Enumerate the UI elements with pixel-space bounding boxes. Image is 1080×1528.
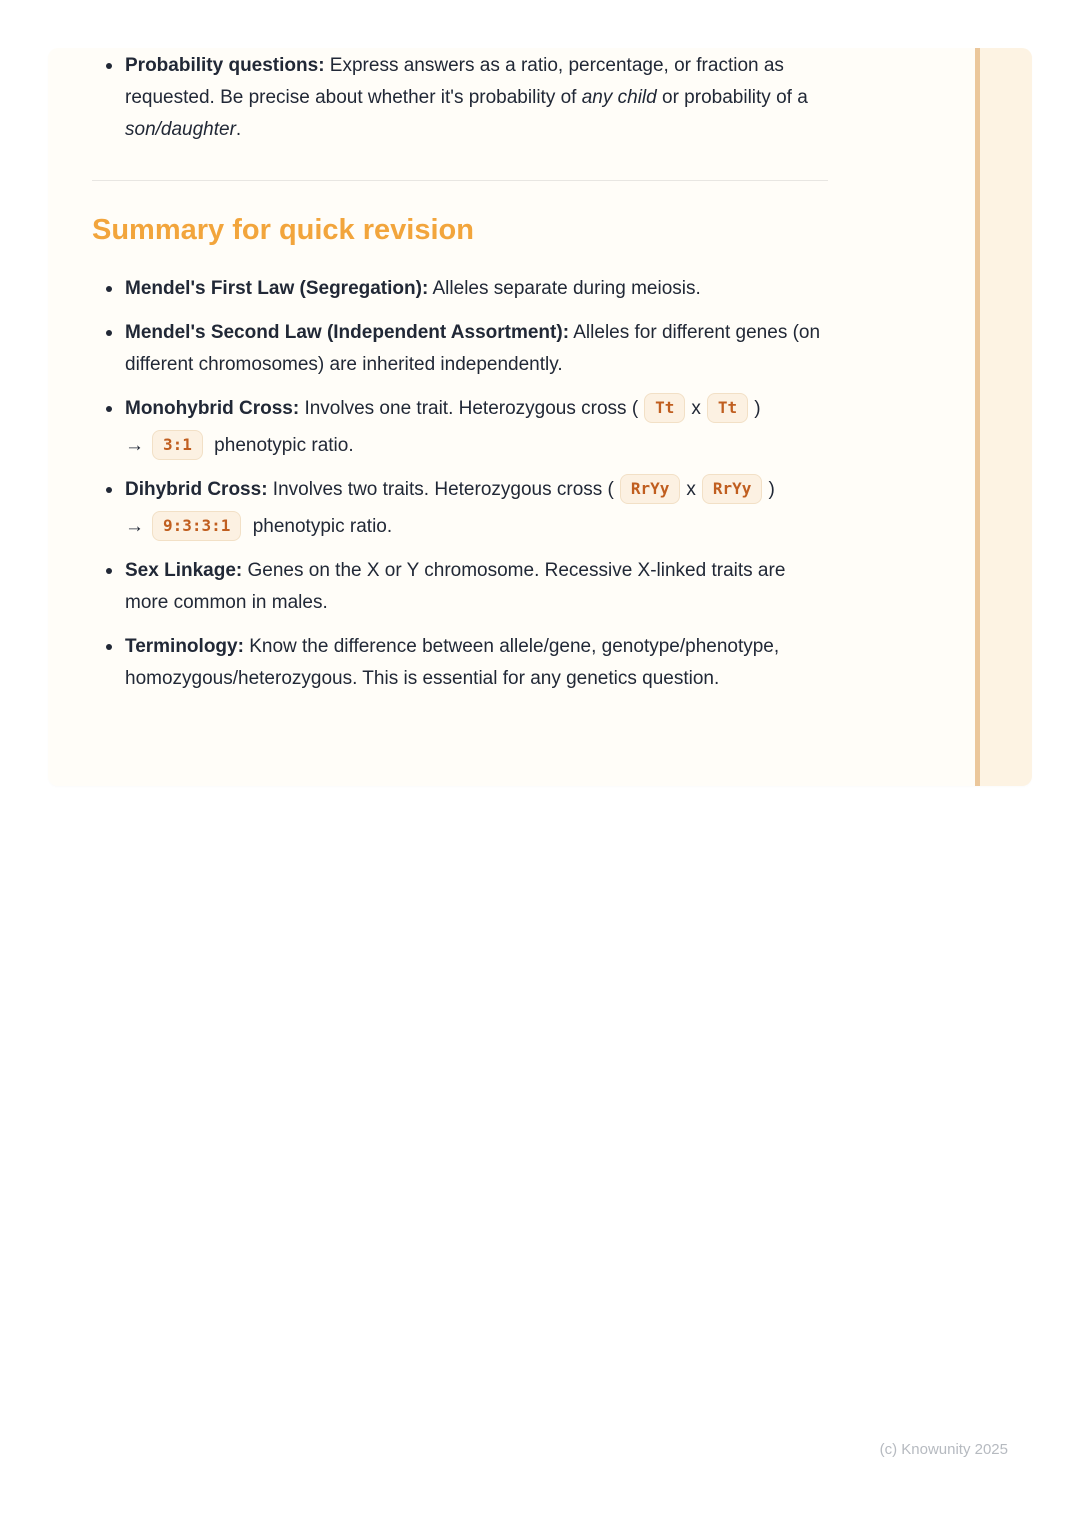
list-item-probability <box>92 50 828 146</box>
item-text: Involves one trait. Heterozygous cross ( <box>299 398 639 419</box>
item-text: Know the difference between allele/gene, genotype/phenotype, homozygous/heterozygous. This is essential for any genetics question. <box>125 636 780 689</box>
note-content <box>92 50 828 707</box>
item-text: Alleles for different genes (on different chromosomes) are inherited independently. <box>125 322 821 375</box>
highlight-side-strip <box>975 48 1032 786</box>
note-card <box>48 48 1032 786</box>
item-text: phenotypic ratio. <box>247 516 393 537</box>
item-label: Mendel's First Law (Segregation): <box>125 278 429 299</box>
item-label: Sex Linkage: <box>125 560 243 581</box>
list-item-dihybrid-cross <box>92 474 828 543</box>
item-text: ) <box>754 398 761 419</box>
list-item-mendel-second-law <box>92 317 828 381</box>
item-text: Genes on the X or Y chromosome. Recessive X-linked traits are more common in males. <box>125 560 786 613</box>
genotype-chip: RrYy <box>620 474 681 504</box>
ratio-line <box>125 430 828 462</box>
item-text: Express answers as a ratio, percentage, or fraction as requested. Be precise about whether it's probability of <box>125 55 784 108</box>
item-label: Dihybrid Cross: <box>125 479 268 500</box>
list-item-sex-linkage <box>92 555 828 619</box>
list-item-terminology <box>92 631 828 695</box>
item-text: or probability of a <box>656 87 808 108</box>
ratio-chip: 3:1 <box>152 430 203 460</box>
ratio-line <box>125 511 828 543</box>
genotype-chip: Tt <box>644 393 685 423</box>
list-item-monohybrid-cross <box>92 393 828 462</box>
arrow-icon: → <box>125 516 144 537</box>
item-text: Alleles separate during meiosis. <box>428 278 701 299</box>
item-label: Mendel's Second Law (Independent Assortment): <box>125 322 570 343</box>
divider <box>92 180 828 181</box>
copyright-footer: (c) Knowunity 2025 <box>879 1441 1008 1458</box>
item-text: ) <box>768 479 775 500</box>
item-text: . <box>235 119 242 140</box>
ratio-chip: 9:3:3:1 <box>152 511 241 541</box>
intro-list <box>92 50 828 146</box>
arrow-icon: → <box>125 435 144 456</box>
genotype-chip: RrYy <box>702 474 763 504</box>
item-label: Terminology: <box>125 636 244 657</box>
section-heading: Summary for quick revision <box>92 214 474 246</box>
summary-list <box>92 273 828 695</box>
item-label: Monohybrid Cross: <box>125 398 300 419</box>
item-text: phenotypic ratio. <box>208 435 354 456</box>
item-text: Involves two traits. Heterozygous cross ( <box>267 479 614 500</box>
list-item-mendel-first-law <box>92 273 828 305</box>
italic-text: any child <box>581 87 657 108</box>
item-text: x <box>691 398 701 419</box>
item-label: Probability questions: <box>125 55 325 76</box>
italic-text: son/daughter <box>125 119 236 140</box>
item-text: x <box>686 479 696 500</box>
genotype-chip: Tt <box>707 393 748 423</box>
